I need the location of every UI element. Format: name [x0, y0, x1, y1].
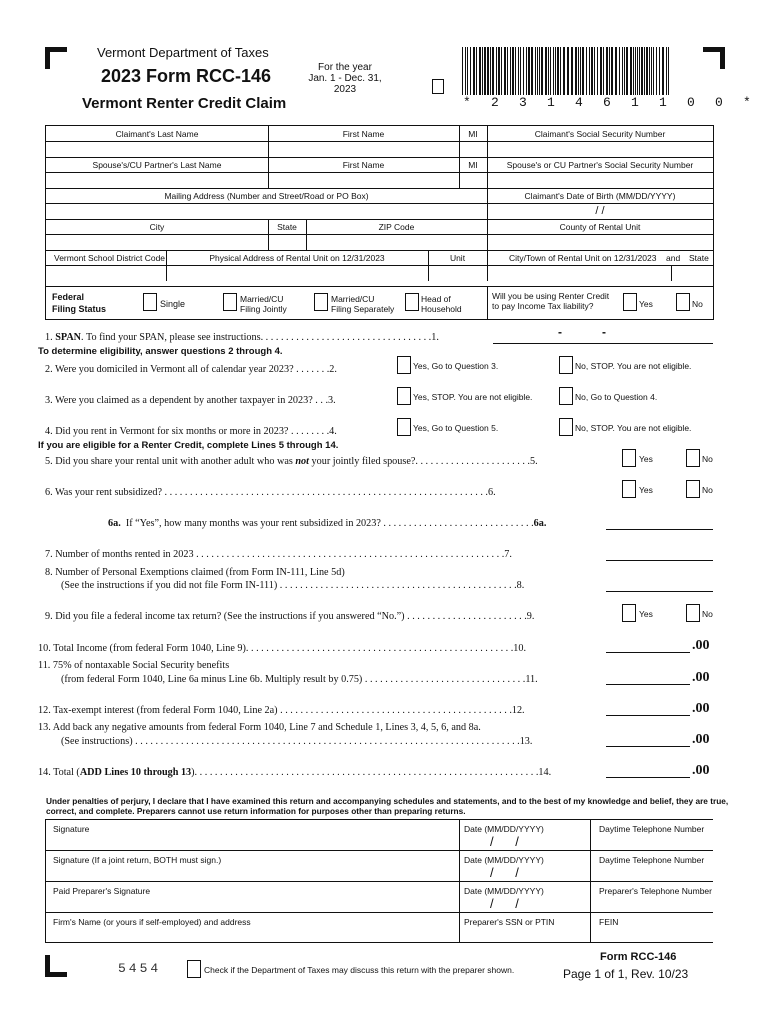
barcode-bar — [553, 47, 554, 95]
barcode-bar — [633, 47, 634, 95]
line-14-post: ). . . . . . . . . . . . . . . . . . . . . . . . . . . . . . . . . . . . . . . . . . . . . . . . . . . . . . . . . . . . . . . . . . . .14. — [191, 767, 552, 778]
period-line-3: 2023 — [333, 84, 357, 95]
checkbox-line-4-no[interactable] — [559, 418, 573, 436]
label-claimant-ssn: Claimant's Social Security Number — [534, 129, 666, 139]
barcode-bar — [582, 47, 584, 95]
barcode-bar — [591, 47, 593, 95]
barcode-bar — [470, 47, 471, 95]
barcode-bar — [580, 47, 581, 95]
line-14-pre: 14. Total ( — [38, 767, 80, 778]
barcode-bar — [656, 47, 657, 95]
eligibility-heading: To determine eligibility, answer questions 2 through 4. — [38, 346, 283, 357]
checkbox-line-9-yes[interactable] — [622, 604, 636, 622]
barcode-bar — [589, 47, 590, 95]
checkbox-line-5-yes[interactable] — [622, 449, 636, 467]
barcode-bar — [653, 47, 654, 95]
label-state: State — [277, 222, 297, 232]
checkbox-renter-credit-no[interactable] — [676, 293, 690, 311]
line-6: 6. Was your rent subsidized? . . . . . . . . . . . . . . . . . . . . . . . . . . . . . . . . . . . . . . . . . . . . . . . . . . . . . . . . . . . . . . . .6. — [45, 487, 496, 498]
span-dashes: - - — [558, 325, 606, 339]
barcode-bar — [496, 47, 497, 95]
header-checkbox[interactable] — [432, 79, 444, 94]
form-title: Vermont Renter Credit Claim — [82, 95, 287, 112]
barcode-bar — [518, 47, 519, 95]
renter-q-line-2: to pay Income Tax liability? — [492, 301, 594, 311]
label-spouse-first-name: First Name — [342, 160, 385, 170]
label-line-3-no: No, Go to Question 4. — [575, 392, 658, 402]
line-13a: 13. Add back any negative amounts from federal Form 1040, Line 7 and Schedule 1, Lines 3, 4, 5, 6, and 8a. — [38, 722, 481, 733]
barcode-bar — [490, 47, 491, 95]
barcode-bar — [649, 47, 650, 95]
label-date-1: Date (MM/DD/YYYY) — [464, 824, 544, 834]
line-6a-ref: 6a. — [533, 518, 547, 529]
barcode-bar — [662, 47, 664, 95]
line-14 — [38, 767, 551, 778]
line-5-post: your jointly filed spouse?. . . . . . . . . . . . . . . . . . . . . . .5. — [308, 456, 538, 467]
input-line-6a[interactable] — [606, 529, 713, 530]
checkbox-renter-credit-yes[interactable] — [623, 293, 637, 311]
label-county: County of Rental Unit — [559, 222, 641, 232]
barcode-bar — [578, 47, 579, 95]
checkbox-line-4-yes[interactable] — [397, 418, 411, 436]
barcode-bar — [507, 47, 508, 95]
date-2-slashes: / / — [490, 865, 519, 880]
checkbox-line-2-no[interactable] — [559, 356, 573, 374]
barcode-bar — [563, 47, 565, 95]
label-firm-name: Firm's Name (or yours if self-employed) and address — [53, 917, 251, 927]
label-city: City — [149, 222, 165, 232]
barcode-bar — [541, 47, 543, 95]
checkbox-single[interactable] — [143, 293, 157, 311]
mfs-line-2: Filing Separately — [331, 304, 395, 314]
discuss-with-preparer-label: Check if the Department of Taxes may discuss this return with the preparer shown. — [204, 965, 515, 975]
label-town-state: State — [689, 253, 709, 263]
line-13b: (See instructions) . . . . . . . . . . . . . . . . . . . . . . . . . . . . . . . . . . . . . . . . . . . . . . . . . . . . . . . . . . . . . . . . . . . . . . . . . . . .13. — [61, 736, 533, 747]
input-line-10[interactable] — [606, 652, 690, 653]
barcode-bar — [504, 47, 506, 95]
footer-page-label: Page 1 of 1, Rev. 10/23 — [563, 967, 689, 981]
barcode-bar — [609, 47, 610, 95]
barcode-bar — [526, 47, 527, 95]
input-line-13[interactable] — [606, 746, 690, 747]
mfj-line-2: Filing Jointly — [240, 304, 287, 314]
line-1-text: . To find your SPAN, please see instructions. . . . . . . . . . . . . . . . . . . . . . . . . . . . . . . . . .1. — [81, 332, 439, 343]
input-line-14[interactable] — [606, 777, 690, 778]
input-line-8[interactable] — [606, 591, 713, 592]
label-unit: Unit — [449, 253, 466, 263]
cents-line-12: .00 — [692, 701, 710, 716]
line-4: 4. Did you rent in Vermont for six months or more in 2023? . . . . . . . .4. — [45, 426, 337, 437]
line-6a — [108, 518, 546, 529]
barcode-bar — [637, 47, 638, 95]
filing-status-label-2: Filing Status — [52, 304, 106, 314]
barcode-bar — [557, 47, 559, 95]
label-head-of-household — [421, 294, 462, 314]
label-first-name: First Name — [342, 129, 385, 139]
label-town: City/Town of Rental Unit on 12/31/2023 — [509, 253, 657, 263]
label-spouse-ssn: Spouse's or CU Partner's Social Security Number — [506, 160, 694, 170]
barcode-bar — [555, 47, 556, 95]
label-fein: FEIN — [599, 917, 619, 927]
checkbox-line-5-no[interactable] — [686, 449, 700, 467]
barcode-bar — [567, 47, 569, 95]
line-12: 12. Tax-exempt interest (from federal Form 1040, Line 2a) . . . . . . . . . . . . . . . . . . . . . . . . . . . . . . . . . . . . . . . . . . . . . .12. — [38, 705, 525, 716]
barcode-bar — [476, 47, 477, 95]
date-3-slashes: / / — [490, 896, 519, 911]
line-10: 10. Total Income (from federal Form 1040, Line 9). . . . . . . . . . . . . . . . . . . . . . . . . . . . . . . . . . . . . . . . . . . . . . . . . . . . .10. — [38, 643, 527, 654]
label-daytime-phone-1: Daytime Telephone Number — [599, 824, 705, 834]
cents-line-14: .00 — [692, 763, 710, 778]
perjury-statement: Under penalties of perjury, I declare that I have examined this return and accompanying schedules and statements, and to the best of my knowledge and belief, they are true, correct, and complete. Preparers cannot use return information for purposes other than preparing returns. — [46, 796, 729, 816]
line-1-num: 1. — [45, 332, 53, 343]
barcode-bar — [492, 47, 494, 95]
barcode-bar — [535, 47, 536, 95]
barcode — [462, 47, 670, 95]
period-line-1: For the year — [318, 62, 372, 73]
corner-mark-top-right — [703, 47, 725, 69]
barcode-bar — [639, 47, 640, 95]
line-11b: (from federal Form 1040, Line 6a minus Line 6b. Multiply result by 0.75) . . . . . . . . . . . . . . . . . . . . . . . . . . . . . . . .11. — [61, 674, 538, 685]
line-11a: 11. 75% of nontaxable Social Security benefits — [38, 660, 230, 671]
label-line-4-yes: Yes, Go to Question 5. — [413, 423, 499, 433]
barcode-bar — [467, 47, 468, 95]
label-and: and — [666, 253, 681, 263]
checkbox-married-jointly[interactable] — [223, 293, 237, 311]
barcode-bar — [626, 47, 628, 95]
label-line-4-no: No, STOP. You are not eligible. — [575, 423, 692, 433]
label-preparer-signature: Paid Preparer's Signature — [53, 886, 151, 896]
checkbox-line-3-yes[interactable] — [397, 387, 411, 405]
barcode-bar — [619, 47, 620, 95]
label-physical-address: Physical Address of Rental Unit on 12/31/2023 — [209, 253, 385, 263]
checkbox-married-separately[interactable] — [314, 293, 328, 311]
barcode-bar — [479, 47, 481, 95]
label-joint-signature: Signature (If a joint return, BOTH must sign.) — [53, 855, 222, 865]
barcode-bar — [651, 47, 652, 95]
cents-line-11: .00 — [692, 670, 710, 685]
label-preparer-phone: Preparer's Telephone Number — [599, 886, 712, 896]
barcode-bar — [531, 47, 533, 95]
barcode-bar — [520, 47, 521, 95]
line-1-span-label: SPAN — [55, 332, 82, 343]
barcode-bar — [510, 47, 511, 95]
span-input[interactable] — [493, 343, 713, 344]
input-line-7[interactable] — [606, 560, 713, 561]
barcode-bar — [668, 47, 669, 95]
footer-form-label: Form RCC-146 — [600, 951, 677, 963]
label-spouse-mi: MI — [468, 160, 478, 170]
form-code: 5454 — [118, 961, 162, 976]
line-14-bold: ADD Lines 10 through 13 — [79, 767, 192, 778]
barcode-bar — [512, 47, 514, 95]
corner-mark-top-left — [45, 47, 67, 69]
barcode-bar — [630, 47, 632, 95]
line-8b: (See the instructions if you did not file Form IN-111) . . . . . . . . . . . . . . . . . . . . . . . . . . . . . . . . . . . . . . . . . . . . . . .8. — [61, 580, 525, 591]
cents-line-10: .00 — [692, 638, 710, 653]
barcode-bar — [484, 47, 486, 95]
barcode-bar — [600, 47, 602, 95]
department-name: Vermont Department of Taxes — [97, 45, 269, 60]
line-3: 3. Were you claimed as a dependent by another taxpayer in 2023? . . .3. — [45, 395, 336, 406]
barcode-number: * 2 3 1 4 6 1 1 0 0 * — [463, 95, 758, 110]
line-6a-text: If “Yes”, how many months was your rent subsidized in 2023? . . . . . . . . . . . . . . . . . . . . . . . . . . . . . . — [125, 518, 534, 529]
label-mi: MI — [468, 129, 478, 139]
line-8a: 8. Number of Personal Exemptions claimed (from Form IN-111, Line 5d) — [45, 567, 345, 578]
checkbox-line-2-yes[interactable] — [397, 356, 411, 374]
mfs-line-1: Married/CU — [331, 294, 375, 304]
checkbox-discuss-with-preparer[interactable] — [187, 960, 201, 978]
barcode-bar — [539, 47, 540, 95]
barcode-bar — [545, 47, 547, 95]
barcode-bar — [635, 47, 636, 95]
barcode-bar — [473, 47, 475, 95]
line-5 — [45, 456, 538, 467]
barcode-bar — [487, 47, 489, 95]
label-daytime-phone-2: Daytime Telephone Number — [599, 855, 705, 865]
label-date-3: Date (MM/DD/YYYY) — [464, 886, 544, 896]
barcode-bar — [550, 47, 551, 95]
barcode-bar — [646, 47, 648, 95]
dob-slashes: / / — [595, 205, 605, 217]
label-zip-code: ZIP Code — [378, 222, 415, 232]
label-spouse-last-name: Spouse's/CU Partner's Last Name — [92, 160, 222, 170]
barcode-bar — [659, 47, 660, 95]
barcode-bar — [622, 47, 623, 95]
label-married-separately — [331, 294, 394, 314]
barcode-bar — [594, 47, 595, 95]
label-line-2-no: No, STOP. You are not eligible. — [575, 361, 692, 371]
date-1-slashes: / / — [490, 834, 519, 849]
filing-status-label — [52, 291, 106, 315]
filing-status-label-1: Federal — [52, 292, 85, 302]
label-line-6-no: No — [702, 485, 713, 495]
label-line-9-yes: Yes — [639, 609, 653, 619]
line-2: 2. Were you domiciled in Vermont all of calendar year 2023? . . . . . . .2. — [45, 364, 337, 375]
barcode-bar — [537, 47, 538, 95]
barcode-bar — [515, 47, 516, 95]
barcode-bar — [603, 47, 604, 95]
label-school-district: Vermont School District Code — [54, 253, 166, 263]
label-date-of-birth: Claimant's Date of Birth (MM/DD/YYYY) — [524, 191, 676, 201]
label-married-jointly — [240, 294, 287, 314]
line-6a-num: 6a. — [108, 518, 121, 529]
corner-mark-bottom-left — [45, 955, 67, 977]
label-renter-credit-yes: Yes — [639, 299, 653, 309]
tax-period — [300, 62, 390, 95]
checkbox-line-3-no[interactable] — [559, 387, 573, 405]
checkbox-line-9-no[interactable] — [686, 604, 700, 622]
checkbox-line-6-no[interactable] — [686, 480, 700, 498]
barcode-bar — [498, 47, 500, 95]
label-signature: Signature — [53, 824, 90, 834]
barcode-bar — [611, 47, 613, 95]
barcode-bar — [528, 47, 530, 95]
line-9: 9. Did you file a federal income tax return? (See the instructions if you answered “No.”) . . . . . . . . . . . . . . . . . . . . . . . .9. — [45, 611, 535, 622]
label-mailing-address: Mailing Address (Number and Street/Road or PO Box) — [164, 191, 369, 201]
barcode-bar — [548, 47, 549, 95]
barcode-bar — [523, 47, 524, 95]
hoh-line-2: Household — [421, 304, 462, 314]
label-preparer-ssn: Preparer's SSN or PTIN — [464, 917, 555, 927]
label-claimant-last-name: Claimant's Last Name — [115, 129, 199, 139]
checkbox-head-of-household[interactable] — [405, 293, 419, 311]
checkbox-line-6-yes[interactable] — [622, 480, 636, 498]
eligible-heading: If you are eligible for a Renter Credit, complete Lines 5 through 14. — [38, 440, 339, 451]
label-line-3-yes: Yes, STOP. You are not eligible. — [413, 392, 533, 402]
barcode-bar — [560, 47, 561, 95]
renter-q-line-1: Will you be using Renter Credit — [492, 291, 610, 301]
barcode-bar — [462, 47, 463, 95]
line-1 — [45, 332, 439, 343]
barcode-bar — [482, 47, 483, 95]
label-single: Single — [160, 299, 186, 309]
line-5-not: not — [295, 456, 309, 467]
label-date-2: Date (MM/DD/YYYY) — [464, 855, 544, 865]
label-line-5-no: No — [702, 454, 713, 464]
barcode-bar — [586, 47, 587, 95]
form-name: 2023 Form RCC-146 — [101, 66, 272, 86]
input-line-11[interactable] — [606, 684, 690, 685]
period-line-2: Jan. 1 - Dec. 31, — [308, 73, 382, 84]
barcode-bar — [606, 47, 608, 95]
barcode-bar — [615, 47, 617, 95]
barcode-bar — [575, 47, 577, 95]
renter-credit-question — [492, 291, 609, 311]
mfj-line-1: Married/CU — [240, 294, 284, 304]
barcode-bar — [571, 47, 573, 95]
barcode-bar — [644, 47, 645, 95]
barcode-bar — [666, 47, 667, 95]
input-line-12[interactable] — [606, 715, 690, 716]
label-line-2-yes: Yes, Go to Question 3. — [413, 361, 499, 371]
barcode-bar — [597, 47, 598, 95]
barcode-bar — [641, 47, 643, 95]
hoh-line-1: Head of — [421, 294, 451, 304]
label-line-6-yes: Yes — [639, 485, 653, 495]
barcode-bar — [465, 47, 466, 95]
line-7: 7. Number of months rented in 2023 . . . . . . . . . . . . . . . . . . . . . . . . . . . . . . . . . . . . . . . . . . . . . . . . . . . . . . . . . . . . .7. — [45, 549, 512, 560]
label-renter-credit-no: No — [692, 299, 703, 309]
line-5-pre: 5. Did you share your rental unit with another adult who was — [45, 456, 296, 467]
label-line-5-yes: Yes — [639, 454, 653, 464]
label-line-9-no: No — [702, 609, 713, 619]
barcode-bar — [501, 47, 502, 95]
barcode-bar — [624, 47, 625, 95]
taxpayer-info-grid — [45, 125, 714, 287]
cents-line-13: .00 — [692, 732, 710, 747]
